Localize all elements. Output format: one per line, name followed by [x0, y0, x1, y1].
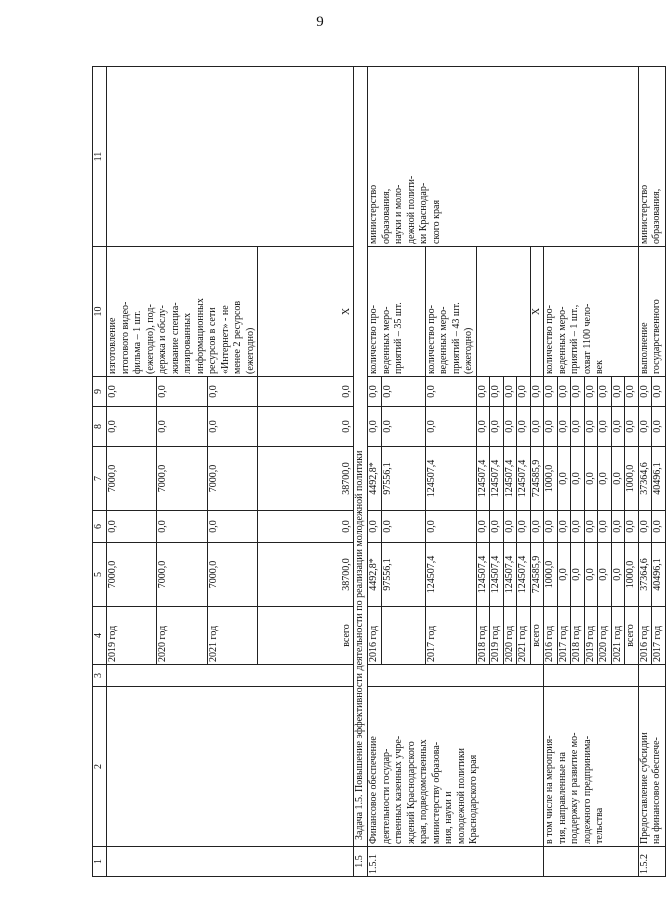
- value-v5: 0,0: [557, 543, 571, 607]
- value-v8: 0,0: [652, 407, 666, 447]
- result-text: изготовление итогового видео- фильма – 1 шт. (ежегодно), под- держка и обслу- живание специа- лизированных информационных ресурсов в сети «Интернет» - не менее 2 ресурсов (ежегодно): [107, 247, 258, 377]
- year-cell: 2018 год: [476, 607, 490, 665]
- value-v8: 0,0: [476, 407, 490, 447]
- value-v7: 1000,0: [544, 447, 558, 511]
- value-v5: 124507,4: [476, 543, 490, 607]
- value-v8: 0,0: [530, 407, 544, 447]
- value-v9: 0,0: [207, 377, 257, 407]
- table-cell: [638, 665, 665, 687]
- value-v7: 7000,0: [107, 447, 157, 511]
- column-header: 6: [93, 511, 107, 543]
- value-v6: 0,0: [157, 511, 207, 543]
- value-v7: 97556,1: [381, 447, 425, 511]
- item-name: Финансовое обеспечение деятельности государ- ственных казенных учре- ждений Краснодарского края, подведомственных министерству образова- ния, науки и молодежной политики Краснодарского края: [368, 687, 544, 847]
- value-v5: 124507,4: [425, 543, 476, 607]
- value-v8: 0,0: [625, 407, 639, 447]
- value-v8: 0,0: [517, 407, 531, 447]
- value-v6: 0,0: [652, 511, 666, 543]
- value-v9: 0,0: [157, 377, 207, 407]
- year-cell: 2018 год: [571, 607, 585, 665]
- value-v9: 0,0: [557, 377, 571, 407]
- table-cell: [107, 67, 354, 247]
- value-v8: 0,0: [503, 407, 517, 447]
- value-v5: 0,0: [584, 543, 598, 607]
- value-v6: 0,0: [638, 511, 652, 543]
- value-v5: 37364,6: [638, 543, 652, 607]
- value-v8: 0,0: [368, 407, 382, 447]
- value-v6: 0,0: [517, 511, 531, 543]
- task-number: 1.5: [354, 847, 368, 877]
- column-header: 5: [93, 543, 107, 607]
- value-v6: 0,0: [107, 511, 157, 543]
- value-v6: 0,0: [625, 511, 639, 543]
- year-cell: 2020 год: [598, 607, 612, 665]
- year-cell: 2017 год: [425, 607, 476, 665]
- value-v5: 124507,4: [517, 543, 531, 607]
- item-number: 1.5.1: [368, 847, 544, 877]
- column-header: 7: [93, 447, 107, 511]
- value-v6: 0,0: [571, 511, 585, 543]
- year-cell: 2020 год: [157, 607, 207, 665]
- value-v8: 0,0: [571, 407, 585, 447]
- value-v6: 0,0: [425, 511, 476, 543]
- value-v8: 0,0: [157, 407, 207, 447]
- value-v7: 0,0: [571, 447, 585, 511]
- value-v9: 0,0: [476, 377, 490, 407]
- table-cell: [107, 847, 354, 877]
- value-v5: 0,0: [598, 543, 612, 607]
- value-v5: 1000,0: [625, 543, 639, 607]
- value-v5: 0,0: [611, 543, 625, 607]
- value-v6: 0,0: [530, 511, 544, 543]
- table-cell: [476, 247, 530, 377]
- value-v9: 0,0: [107, 377, 157, 407]
- value-v5: 724585,9: [530, 543, 544, 607]
- table-cell: [544, 847, 639, 877]
- value-v9: 0,0: [368, 377, 382, 407]
- value-v8: 0,0: [584, 407, 598, 447]
- table-cell: [544, 665, 639, 687]
- column-header: 8: [93, 407, 107, 447]
- value-v7: 38700,0: [258, 447, 354, 511]
- value-v6: 0,0: [598, 511, 612, 543]
- x-cell: X: [258, 247, 354, 377]
- value-v8: 0,0: [258, 407, 354, 447]
- program-table: [92, 66, 666, 877]
- page-number: 9: [316, 14, 324, 30]
- value-v8: 0,0: [490, 407, 504, 447]
- value-v8: 0,0: [381, 407, 425, 447]
- value-v5: 7000,0: [207, 543, 257, 607]
- year-cell: 2019 год: [107, 607, 157, 665]
- value-v7: 0,0: [557, 447, 571, 511]
- value-v8: 0,0: [107, 407, 157, 447]
- value-v9: 0,0: [544, 377, 558, 407]
- value-v9: 0,0: [584, 377, 598, 407]
- table-row: [368, 67, 382, 877]
- result-text: количество про- веденных меро- приятий – 35 шт.: [368, 247, 426, 377]
- value-v7: 4492,8*: [368, 447, 382, 511]
- column-header: 3: [93, 665, 107, 687]
- result-text: выполнение государственного: [638, 247, 665, 377]
- table-row: [107, 67, 157, 877]
- value-v7: 0,0: [611, 447, 625, 511]
- value-v9: 0,0: [381, 377, 425, 407]
- table-cell: [107, 665, 354, 687]
- year-cell: 2017 год: [652, 607, 666, 665]
- column-header: 11: [93, 67, 107, 247]
- value-v5: 38700,0: [258, 543, 354, 607]
- table-cell: [107, 687, 354, 847]
- value-v9: 0,0: [258, 377, 354, 407]
- value-v6: 0,0: [544, 511, 558, 543]
- value-v7: 124507,4: [490, 447, 504, 511]
- column-header: 2: [93, 687, 107, 847]
- year-cell: 2019 год: [490, 607, 504, 665]
- item-name: Предоставление субсидии на финансовое обеспече-: [638, 687, 665, 847]
- x-cell: X: [530, 247, 544, 377]
- total-label: всего: [530, 607, 544, 665]
- value-v8: 0,0: [425, 407, 476, 447]
- table-row: [93, 67, 107, 877]
- value-v7: 0,0: [584, 447, 598, 511]
- value-v8: 0,0: [638, 407, 652, 447]
- value-v9: 0,0: [571, 377, 585, 407]
- column-header: 10: [93, 247, 107, 377]
- value-v9: 0,0: [425, 377, 476, 407]
- year-cell: 2016 год: [368, 607, 382, 665]
- value-v7: 124507,4: [425, 447, 476, 511]
- value-v5: 1000,0: [544, 543, 558, 607]
- value-v6: 0,0: [490, 511, 504, 543]
- value-v6: 0,0: [611, 511, 625, 543]
- value-v6: 0,0: [381, 511, 425, 543]
- value-v7: 1000,0: [625, 447, 639, 511]
- value-v8: 0,0: [611, 407, 625, 447]
- year-cell: 2021 год: [207, 607, 257, 665]
- rotated-table-container: [92, 67, 663, 877]
- customer-cell: министерство образования, науки и моло- дежной полити- ки Краснодар- ского края: [368, 67, 639, 247]
- year-cell: 2016 год: [638, 607, 652, 665]
- year-cell: 2017 год: [557, 607, 571, 665]
- table-row: [354, 67, 368, 877]
- value-v5: 7000,0: [157, 543, 207, 607]
- value-v6: 0,0: [207, 511, 257, 543]
- table-row: [638, 67, 652, 877]
- value-v5: 97556,1: [381, 543, 425, 607]
- value-v6: 0,0: [584, 511, 598, 543]
- year-cell: 2019 год: [584, 607, 598, 665]
- column-header: 1: [93, 847, 107, 877]
- value-v7: 724585,9: [530, 447, 544, 511]
- value-v7: 124507,4: [476, 447, 490, 511]
- value-v7: 124507,4: [517, 447, 531, 511]
- table-cell: [368, 665, 544, 687]
- value-v8: 0,0: [544, 407, 558, 447]
- customer-cell: министерство образования,: [638, 67, 665, 247]
- year-cell: 2016 год: [544, 607, 558, 665]
- total-label: всего: [625, 607, 639, 665]
- value-v6: 0,0: [476, 511, 490, 543]
- value-v5: 40496,1: [652, 543, 666, 607]
- year-cell: [381, 607, 425, 665]
- column-header: 4: [93, 607, 107, 665]
- value-v8: 0,0: [557, 407, 571, 447]
- value-v5: 124507,4: [503, 543, 517, 607]
- value-v8: 0,0: [207, 407, 257, 447]
- value-v6: 0,0: [258, 511, 354, 543]
- task-title: Задача 1.5. Повышение эффективности деятельности по реализации молодежной политики: [354, 67, 368, 847]
- value-v6: 0,0: [368, 511, 382, 543]
- result-text: количество про- веденных меро- приятий – 1 шт., охват 1100 чело- век: [544, 247, 639, 377]
- value-v5: 7000,0: [107, 543, 157, 607]
- value-v9: 0,0: [490, 377, 504, 407]
- value-v6: 0,0: [557, 511, 571, 543]
- value-v7: 124507,4: [503, 447, 517, 511]
- value-v9: 0,0: [625, 377, 639, 407]
- subitem-name: в том числе на мероприя- тия, направленные на поддержку и развитие мо- лодежного предпринима- тельства: [544, 687, 639, 847]
- value-v7: 7000,0: [157, 447, 207, 511]
- total-label: всего: [258, 607, 354, 665]
- value-v9: 0,0: [517, 377, 531, 407]
- value-v5: 124507,4: [490, 543, 504, 607]
- value-v9: 0,0: [638, 377, 652, 407]
- value-v7: 0,0: [598, 447, 612, 511]
- value-v5: 4492,8*: [368, 543, 382, 607]
- value-v9: 0,0: [530, 377, 544, 407]
- item-number: 1.5.2: [638, 847, 665, 877]
- year-cell: 2021 год: [517, 607, 531, 665]
- value-v8: 0,0: [598, 407, 612, 447]
- value-v9: 0,0: [652, 377, 666, 407]
- value-v7: 37364,6: [638, 447, 652, 511]
- value-v9: 0,0: [611, 377, 625, 407]
- year-cell: 2021 год: [611, 607, 625, 665]
- column-header: 9: [93, 377, 107, 407]
- value-v7: 40496,1: [652, 447, 666, 511]
- value-v7: 7000,0: [207, 447, 257, 511]
- value-v6: 0,0: [503, 511, 517, 543]
- year-cell: 2020 год: [503, 607, 517, 665]
- value-v9: 0,0: [598, 377, 612, 407]
- value-v9: 0,0: [503, 377, 517, 407]
- value-v5: 0,0: [571, 543, 585, 607]
- result-text: количество про- веденных меро- приятий – 43 шт. (ежегодно): [425, 247, 476, 377]
